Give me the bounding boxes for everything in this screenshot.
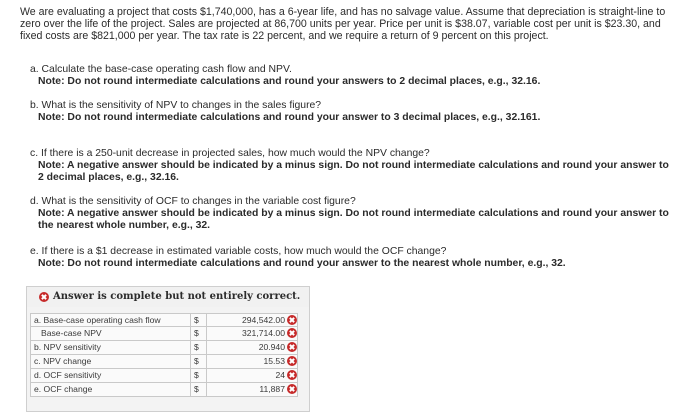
question-b bbox=[30, 100, 670, 124]
question-b-note: Note: Do not round intermediate calculations and round your answer to 3 decimal places, e.g., 32.161. bbox=[38, 112, 541, 124]
question-d bbox=[30, 196, 670, 233]
answer-input-npv[interactable] bbox=[206, 327, 298, 341]
table-row bbox=[30, 327, 307, 341]
incorrect-icon bbox=[287, 328, 297, 338]
incorrect-icon bbox=[287, 370, 297, 380]
row-label: Base-case NPV bbox=[30, 327, 190, 341]
question-d-text: d. What is the sensitivity of OCF to changes in the variable cost figure? bbox=[30, 196, 356, 207]
incorrect-icon bbox=[287, 342, 297, 352]
question-c bbox=[30, 148, 670, 185]
answer-value: 24 bbox=[275, 370, 285, 380]
currency-symbol: $ bbox=[190, 369, 206, 383]
answer-value: 294,542.00 bbox=[241, 315, 285, 325]
answer-panel bbox=[26, 286, 310, 412]
incorrect-icon bbox=[39, 292, 49, 302]
row-label: e. OCF change bbox=[30, 383, 190, 397]
incorrect-icon bbox=[287, 384, 297, 394]
problem-statement: We are evaluating a project that costs $1,740,000, has a 6-year life, and has no salvage value. Assume that depreciation is straight-line to zero over the life of the project. Sales are projected at 86,700 units per year. Price per unit is $38.07, variable cost per unit is $23.30, and fixed costs are $821,000 per year. The tax rate is 22 percent, and we require a return of 9 percent on this project. bbox=[20, 6, 666, 43]
question-c-text: c. If there is a 250-unit decrease in projected sales, how much would the NPV change? bbox=[30, 148, 430, 159]
answer-table bbox=[30, 313, 307, 397]
currency-symbol: $ bbox=[190, 327, 206, 341]
question-c-note: Note: A negative answer should be indicated by a minus sign. Do not round intermediate calculations and round your answer to 2 decimal places, e.g., 32.16. bbox=[38, 160, 669, 184]
row-label: a. Base-case operating cash flow bbox=[30, 313, 190, 327]
answer-value: 15.53 bbox=[263, 356, 285, 366]
table-row bbox=[30, 355, 307, 369]
incorrect-icon bbox=[287, 315, 297, 325]
currency-symbol: $ bbox=[190, 383, 206, 397]
answer-value: 20.940 bbox=[258, 342, 285, 352]
question-a-text: a. Calculate the base-case operating cash flow and NPV. bbox=[30, 64, 292, 75]
answer-input-npv-sensitivity[interactable] bbox=[206, 341, 298, 355]
answer-input-npv-change[interactable] bbox=[206, 355, 298, 369]
question-e-text: e. If there is a $1 decrease in estimated variable costs, how much would the OCF change? bbox=[30, 246, 447, 257]
answer-value: 321,714.00 bbox=[241, 328, 285, 338]
currency-symbol: $ bbox=[190, 355, 206, 369]
answer-status-banner bbox=[27, 287, 309, 307]
answer-status-text: Answer is complete but not entirely correct. bbox=[53, 291, 301, 302]
row-label: c. NPV change bbox=[30, 355, 190, 369]
question-e-note: Note: Do not round intermediate calculations and round your answer to the nearest whole number, e.g., 32. bbox=[38, 258, 566, 270]
question-d-note: Note: A negative answer should be indicated by a minus sign. Do not round intermediate calculations and round your answer to the nearest whole number, e.g., 32. bbox=[38, 208, 669, 232]
row-label: b. NPV sensitivity bbox=[30, 341, 190, 355]
answer-input-ocf[interactable] bbox=[206, 313, 298, 327]
question-a-note: Note: Do not round intermediate calculations and round your answers to 2 decimal places, e.g., 32.16. bbox=[38, 76, 541, 88]
answer-input-ocf-change[interactable] bbox=[206, 383, 298, 397]
answer-input-ocf-sensitivity[interactable] bbox=[206, 369, 298, 383]
question-a bbox=[30, 64, 670, 88]
table-row bbox=[30, 369, 307, 383]
question-b-text: b. What is the sensitivity of NPV to changes in the sales figure? bbox=[30, 100, 322, 111]
question-e bbox=[30, 246, 670, 270]
table-row bbox=[30, 341, 307, 355]
answer-value: 11,887 bbox=[259, 384, 285, 394]
table-row bbox=[30, 383, 307, 397]
currency-symbol: $ bbox=[190, 341, 206, 355]
currency-symbol: $ bbox=[190, 313, 206, 327]
row-label: d. OCF sensitivity bbox=[30, 369, 190, 383]
table-row bbox=[30, 313, 307, 327]
incorrect-icon bbox=[287, 356, 297, 366]
